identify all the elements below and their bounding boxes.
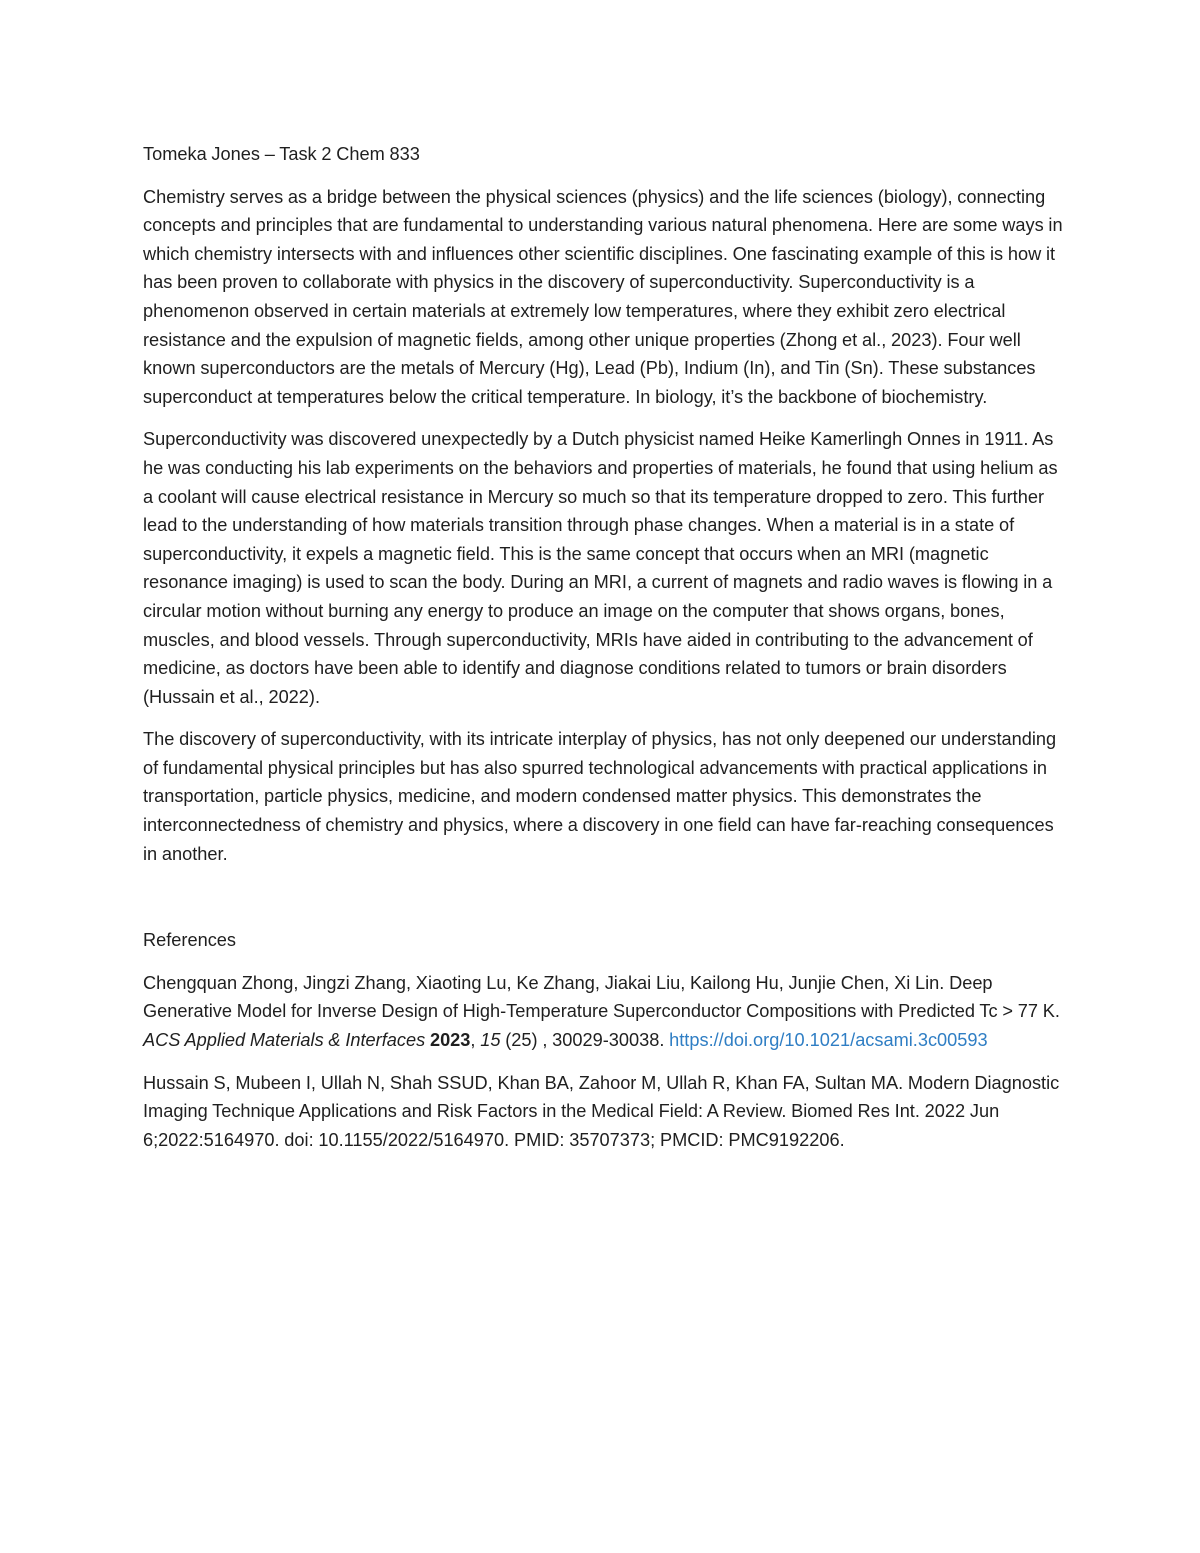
reference-zhong — [143, 969, 1063, 1055]
reference-hussain: Hussain S, Mubeen I, Ullah N, Shah SSUD, Khan BA, Zahoor M, Ullah R, Khan FA, Sultan MA. Modern Diagnostic Imaging Technique Applications and Risk Factors in the Medical Field: A Review. Biomed Res Int. 2022 Jun 6;2022:5164970. doi: 10.1155/2022/5164970. PMID: 35707373; PMCID: PMC9192206. — [143, 1072, 1060, 1150]
reference-separator: , — [470, 1030, 481, 1051]
paragraph-intro: Chemistry serves as a bridge between the physical sciences (physics) and the life sciences (biology), connecting concepts and principles that are fundamental to understanding various natural phenomena. Here are some ways in which chemistry intersects with and influences other scientific disciplines. One fascinating example of this is how it has been proven to collaborate with physics in the discovery of superconductivity. Superconductivity is a phenomenon observed in certain materials at extremely low temperatures, where they exhibit zero electrical resistance and the expulsion of magnetic fields, among other unique properties (Zhong et al., 2023). Four well known superconductors are the metals of Mercury (Hg), Lead (Pb), Indium (In), and Tin (Sn). These substances superconduct at temperatures below the critical temperature. In biology, it’s the backbone of biochemistry. — [143, 186, 1063, 407]
reference-year: 2023 — [429, 1030, 471, 1051]
document-page — [143, 140, 1063, 1168]
reference-journal: ACS Applied Materials & Interfaces — [143, 1030, 426, 1051]
reference-pages: (25) , 30029-30038. — [500, 1030, 670, 1051]
reference-authors-title: Chengquan Zhong, Jingzi Zhang, Xiaoting Lu, Ke Zhang, Jiakai Liu, Kailong Hu, Junjie Chen, Xi Lin. Deep Generative Model for Inverse Design of High-Temperature Superconductor Compositions with Predicted Tc > 77 K. — [143, 972, 1060, 1022]
spacer — [143, 882, 1063, 926]
reference-volume: 15 — [480, 1030, 501, 1051]
doi-link[interactable]: https://doi.org/10.1021/acsami.3c00593 — [669, 1030, 988, 1051]
paragraph-conclusion: The discovery of superconductivity, with its intricate interplay of physics, has not only deepened our understanding of fundamental physical principles but has also spurred technological advancements with practical applications in transportation, particle physics, medicine, and modern condensed matter physics. This demonstrates the interconnectedness of chemistry and physics, where a discovery in one field can have far-reaching consequences in another. — [143, 729, 1057, 864]
document-title: Tomeka Jones – Task 2 Chem 833 — [143, 144, 420, 164]
references-heading: References — [143, 930, 237, 951]
paragraph-discovery: Superconductivity was discovered unexpectedly by a Dutch physicist named Heike Kamerlingh Onnes in 1911. As he was conducting his lab experiments on the behaviors and properties of materials, he found that using helium as a coolant will cause electrical resistance in Mercury so much so that its temperature dropped to zero. This further lead to the understanding of how materials transition through phase changes. When a material is in a state of superconductivity, it expels a magnetic field. This is the same concept that occurs when an MRI (magnetic resonance imaging) is used to scan the body. During an MRI, a current of magnets and radio waves is flowing in a circular motion without burning any energy to produce an image on the computer that shows organs, bones, muscles, and blood vessels. Through superconductivity, MRIs have aided in contributing to the advancement of medicine, as doctors have been able to identify and diagnose conditions related to tumors or brain disorders (Hussain et al., 2022). — [143, 429, 1058, 707]
